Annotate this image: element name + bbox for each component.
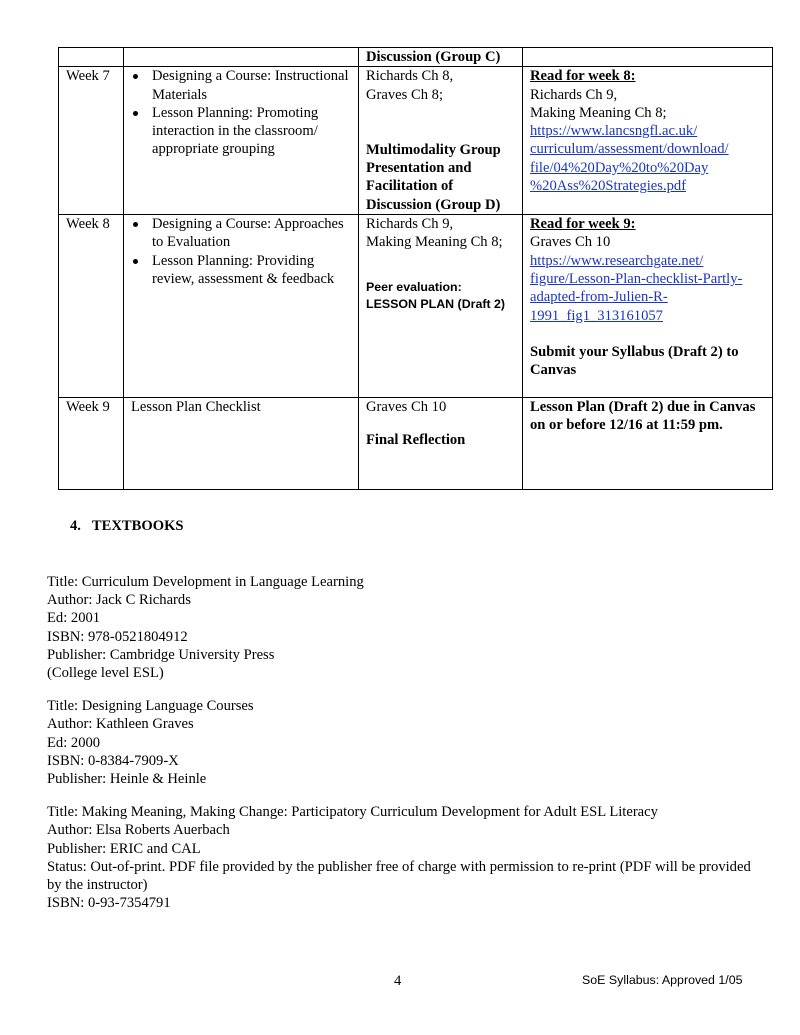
- topic-list: [131, 215, 351, 288]
- activity-text: Peer evaluation:: [366, 279, 462, 294]
- book-line: Publisher: Heinle & Heinle: [47, 771, 207, 788]
- book-line: ISBN: 0-93-7354791: [47, 895, 171, 912]
- assignment-text: Graves Ch 10: [530, 234, 611, 251]
- table-row: [59, 67, 773, 215]
- resource-link[interactable]: https://www.lancsngfl.ac.uk/ curriculum/assessment/download/ file/04%20Day%20to%20Day %20Ass%20Strategies.pdf: [530, 123, 729, 195]
- activity-text: LESSON PLAN (Draft 2): [366, 296, 506, 311]
- book-line: Publisher: ERIC and CAL: [47, 840, 201, 857]
- textbook-list: [47, 573, 767, 927]
- book-line: Author: Jack C Richards: [47, 592, 191, 609]
- list-item: Designing a Course: Approaches to Evaluation: [131, 215, 351, 252]
- week-label: Week 9: [66, 399, 110, 416]
- textbook-entry: [47, 803, 767, 912]
- list-item: Lesson Planning: Providing review, assessment & feedback: [131, 252, 351, 289]
- submit-note: Submit your Syllabus (Draft 2) to Canvas: [530, 343, 739, 379]
- textbook-entry: [47, 697, 767, 788]
- book-line: Title: Making Meaning, Making Change: Participatory Curriculum Development for Adult ESL Literacy: [47, 804, 658, 821]
- book-line: (College level ESL): [47, 665, 164, 682]
- book-line: Author: Elsa Roberts Auerbach: [47, 822, 230, 839]
- footer-approval: SoE Syllabus: Approved 1/05: [582, 973, 743, 987]
- table-row: [59, 398, 773, 490]
- reading-text: Richards Ch 9,: [366, 216, 454, 233]
- book-line: ISBN: 0-8384-7909-X: [47, 752, 179, 769]
- list-item: Lesson Planning: Promoting interaction in the classroom/ appropriate grouping: [131, 104, 351, 159]
- book-line: ISBN: 978-0521804912: [47, 628, 188, 645]
- resource-link[interactable]: https://www.researchgate.net/ figure/Lesson-Plan-checklist-Partly-adapted-from-Julien-R-1991_fig1_313161057: [530, 252, 743, 324]
- book-line: Author: Kathleen Graves: [47, 716, 194, 733]
- textbook-entry: [47, 573, 767, 682]
- schedule-table: [58, 47, 773, 490]
- list-item: Designing a Course: Instructional Materials: [131, 67, 351, 104]
- activity-text: Multimodality Group Presentation and Facilitation of Discussion (Group D): [366, 141, 501, 213]
- assignment-text: Lesson Plan (Draft 2) due in Canvas on or before 12/16 at 11:59 pm.: [530, 399, 756, 434]
- book-line: Status: Out-of-print. PDF file provided by the publisher free of charge with permission to re-print (PDF will be provided by the instructor): [47, 858, 751, 894]
- reading-text: Making Meaning Ch 8;: [366, 234, 503, 251]
- assignment-text: Richards Ch 9,: [530, 86, 618, 103]
- activity-text: Final Reflection: [366, 432, 466, 449]
- table-row: [59, 215, 773, 398]
- table-row: [59, 48, 773, 67]
- topic-text: Lesson Plan Checklist: [131, 399, 261, 416]
- assignment-text: Making Meaning Ch 8;: [530, 104, 667, 121]
- book-line: Title: Curriculum Development in Language Learning: [47, 574, 364, 590]
- reading-text: Graves Ch 8;: [366, 86, 444, 103]
- reading-text: Graves Ch 10: [366, 399, 447, 416]
- reading-text: Richards Ch 8,: [366, 68, 454, 85]
- week-label: Week 8: [66, 216, 110, 233]
- book-line: Ed: 2000: [47, 734, 101, 751]
- assignment-heading: Read for week 8:: [530, 68, 636, 85]
- assignment-heading: Read for week 9:: [530, 216, 636, 233]
- topic-list: [131, 67, 351, 158]
- book-line: Title: Designing Language Courses: [47, 698, 254, 715]
- section-heading: 4. TEXTBOOKS: [70, 518, 184, 534]
- book-line: Ed: 2001: [47, 610, 101, 627]
- book-line: Publisher: Cambridge University Press: [47, 646, 275, 663]
- page-number: 4: [394, 973, 402, 989]
- week-label: Week 7: [66, 68, 110, 85]
- activity-text: Discussion (Group C): [366, 49, 501, 65]
